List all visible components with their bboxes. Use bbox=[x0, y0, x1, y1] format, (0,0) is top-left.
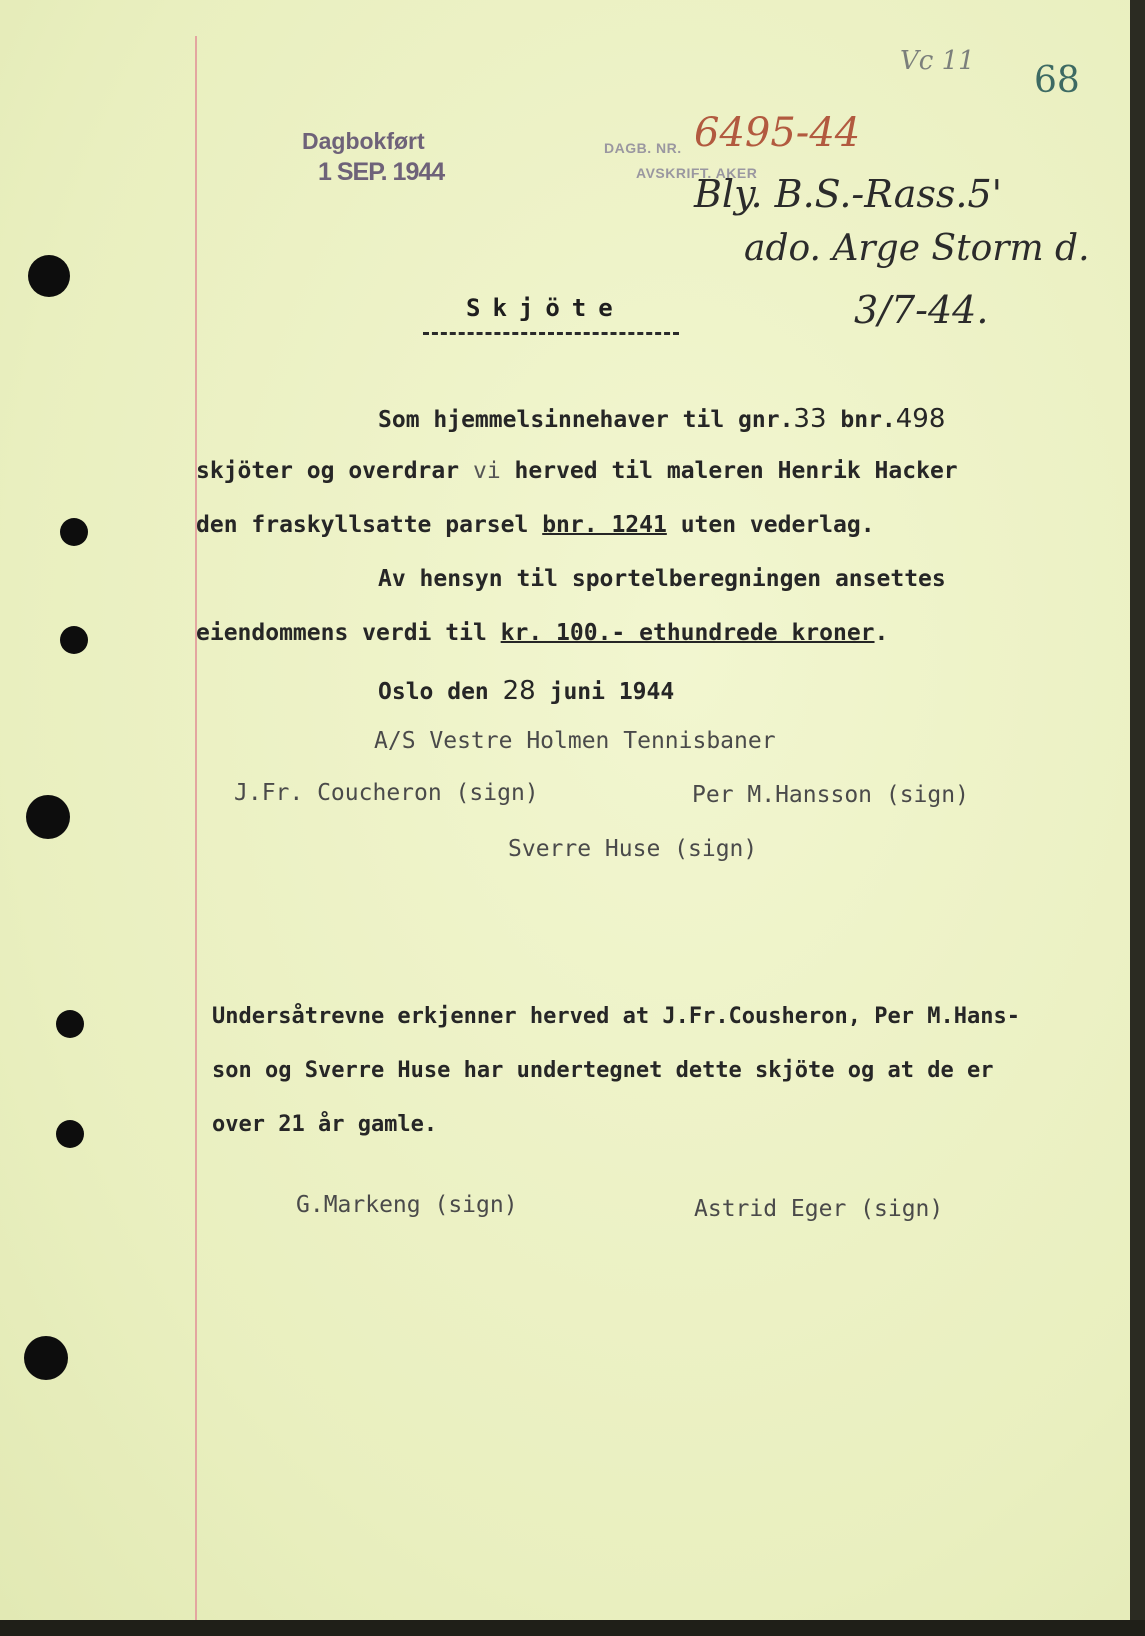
deed-line-3a: den fraskyllsatte parsel bbox=[196, 512, 529, 538]
document-title: Skjöte bbox=[466, 294, 625, 322]
deed-line-1-text: Som hjemmelsinnehaver til gnr. bbox=[378, 407, 794, 433]
dagb-nr-label: DAGB. NR. bbox=[604, 140, 682, 156]
signer-2: Per M.Hansson (sign) bbox=[692, 782, 969, 808]
deed-line-5 bbox=[196, 620, 888, 646]
parcel-bnr: bnr. 1241 bbox=[542, 512, 667, 538]
scan-edge-bottom bbox=[0, 1620, 1145, 1636]
page-number: 68 bbox=[1034, 60, 1080, 101]
place-date-day: 28 bbox=[502, 676, 536, 706]
place-date-b: juni 1944 bbox=[549, 679, 675, 705]
signer-3: Sverre Huse (sign) bbox=[508, 836, 758, 862]
punch-hole bbox=[28, 255, 70, 297]
punch-hole bbox=[60, 626, 88, 654]
deed-line-5a: eiendommens verdi til bbox=[196, 620, 487, 646]
handwritten-note-line1: Bly. B.S.-Rass.5' bbox=[694, 172, 1003, 216]
punch-hole bbox=[60, 518, 88, 546]
witness-line-3: over 21 år gamle. bbox=[212, 1112, 438, 1137]
company-name: A/S Vestre Holmen Tennisbaner bbox=[374, 728, 776, 754]
witness-line-1: Undersåtrevne erkjenner herved at J.Fr.Cousheron, Per M.Hans- bbox=[212, 1004, 1020, 1029]
scan-edge-right bbox=[1130, 0, 1145, 1636]
avskrift-label: AVSKRIFT. AKER bbox=[636, 165, 758, 181]
dagbokfort-stamp-date: 1 SEP. 1944 bbox=[318, 158, 445, 186]
property-value: kr. 100.- ethundrede kroner bbox=[500, 620, 875, 646]
margin-line bbox=[195, 36, 197, 1620]
handwritten-note-line2: ado. Arge Storm d. bbox=[744, 228, 1090, 269]
deed-line-2b: herved til maleren Henrik Hacker bbox=[514, 458, 958, 484]
dagb-nr-value: 6495-44 bbox=[694, 110, 861, 156]
deed-line-2-vi: vi bbox=[472, 458, 501, 484]
witness-line-2: son og Sverre Huse har undertegnet dette skjöte og at de er bbox=[212, 1058, 994, 1083]
punch-hole bbox=[56, 1010, 84, 1038]
witness-2: Astrid Eger (sign) bbox=[694, 1196, 944, 1222]
deed-line-1 bbox=[378, 404, 945, 434]
title-underline bbox=[423, 332, 679, 335]
witness-1: G.Markeng (sign) bbox=[296, 1192, 518, 1218]
place-date bbox=[378, 676, 674, 706]
deed-line-4: Av hensyn til sportelberegningen ansettes bbox=[378, 566, 946, 592]
place-date-a: Oslo den bbox=[378, 679, 489, 705]
signer-1: J.Fr. Coucheron (sign) bbox=[234, 780, 539, 806]
bnr-label: bnr. bbox=[840, 407, 896, 433]
corner-note: Vc 11 bbox=[900, 46, 975, 76]
deed-line-5b: . bbox=[874, 620, 889, 646]
dagbokfort-stamp-label: Dagbokført bbox=[302, 128, 425, 154]
deed-line-3 bbox=[196, 512, 875, 538]
handwritten-note-line3: 3/7-44. bbox=[854, 288, 989, 332]
gnr-value: 33 bbox=[793, 404, 827, 434]
bnr-value: 498 bbox=[895, 404, 946, 434]
deed-line-3b: uten vederlag. bbox=[680, 512, 875, 538]
deed-line-2a: skjöter og overdrar bbox=[196, 458, 460, 484]
deed-line-2 bbox=[196, 458, 958, 484]
punch-hole bbox=[56, 1120, 84, 1148]
punch-hole bbox=[26, 795, 70, 839]
punch-hole bbox=[24, 1336, 68, 1380]
